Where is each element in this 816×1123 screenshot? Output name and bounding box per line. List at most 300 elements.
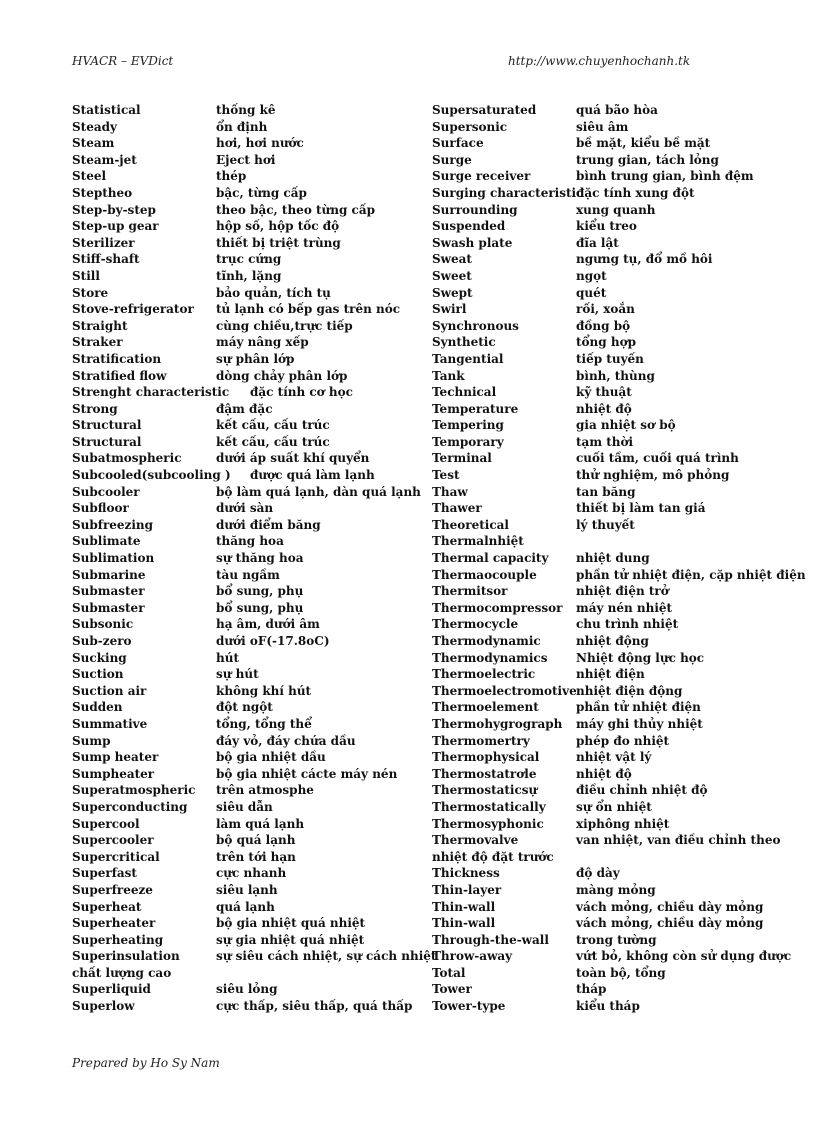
entry-definition: đặc tính cơ học <box>250 385 353 400</box>
entry-term: Supersaturated <box>432 103 537 117</box>
entry-term: Sump <box>72 733 111 748</box>
entry-definition: thiết bị triệt trùng <box>216 235 341 250</box>
entry-definition: sự phân lớp <box>216 351 295 366</box>
entry-definition: kiểu treo <box>576 219 637 234</box>
glossary-entry <box>432 135 792 152</box>
entry-definition: thăng hoa <box>216 534 284 549</box>
glossary-entry <box>72 318 422 335</box>
entry-term: Thermomertry <box>432 733 530 748</box>
entry-term: Supersonic <box>432 119 508 134</box>
entry-definition: kết cấu, cấu trúc <box>216 418 330 433</box>
entry-term: Thermoelement <box>432 700 539 715</box>
entry-term: Steady <box>72 119 117 134</box>
entry-term: Stratified flow <box>72 368 167 383</box>
entry-definition: quét <box>576 285 607 300</box>
glossary-entry <box>432 550 792 567</box>
entry-definition: tổng, tổng thể <box>216 716 312 731</box>
glossary-entry <box>72 683 422 700</box>
entry-term: Superheater <box>72 916 156 931</box>
entry-definition: ổn định <box>216 119 268 134</box>
entry-term: Supercritical <box>72 849 160 864</box>
entry-term: Structural <box>72 418 142 433</box>
glossary-entry <box>72 583 422 600</box>
entry-definition: xung quanh <box>576 202 656 217</box>
entry-definition: tàu ngầm <box>216 567 280 582</box>
entry-term: Surface <box>432 136 484 151</box>
glossary-entry <box>432 301 792 318</box>
entry-term: Tower <box>432 982 472 997</box>
glossary-right-column <box>432 102 806 1015</box>
glossary-entry <box>432 202 792 219</box>
glossary-entry <box>72 450 422 467</box>
entry-term: Thermocompressor <box>432 600 563 615</box>
entry-definition: phần tử nhiệt điện <box>576 700 701 715</box>
entry-term: Thermosyphonic <box>432 816 544 831</box>
header-url: http://www.chuyenhochanh.tk <box>508 54 691 68</box>
entry-definition: lý thuyết <box>576 517 635 532</box>
glossary-entry <box>432 666 792 683</box>
entry-term: Sweat <box>432 252 472 267</box>
glossary-entry <box>432 616 792 633</box>
glossary-entry <box>432 417 792 434</box>
entry-term: Thermohygrograph <box>432 716 563 731</box>
glossary-entry <box>72 102 422 119</box>
entry-term: Thin-wall <box>432 916 496 931</box>
glossary-entry <box>72 981 422 998</box>
glossary-entry <box>432 716 792 733</box>
entry-definition: theo bậc, theo từng cấp <box>216 202 376 217</box>
glossary-entry <box>72 334 422 351</box>
entry-definition: cực thấp, siêu thấp, quá thấp <box>216 999 413 1014</box>
entry-term: Thermoelectric <box>432 667 536 682</box>
entry-term: Sub-zero <box>72 634 132 648</box>
entry-term: Thermophysical <box>432 750 540 765</box>
entry-term: Throw-away <box>432 949 513 964</box>
entry-definition: máy nâng xếp <box>216 335 309 350</box>
entry-definition: toàn bộ, tổng <box>576 965 666 980</box>
entry-term: Store <box>72 285 109 300</box>
entry-term: Thermitsor <box>432 584 508 599</box>
entry-definition: không khí hút <box>216 683 312 698</box>
entry-definition: tổng hợp <box>576 335 636 350</box>
glossary-entry <box>72 368 422 385</box>
glossary-entry <box>432 932 792 949</box>
entry-definition: quá bão hòa <box>576 103 658 117</box>
entry-definition: trong tường <box>576 932 657 947</box>
entry-term: Sterilizer <box>72 235 135 250</box>
glossary-entry <box>432 152 792 169</box>
entry-term: Terminal <box>432 451 492 466</box>
entry-term: Tangential <box>432 351 504 366</box>
entry-term: Steam <box>72 136 115 151</box>
entry-definition: gia nhiệt sơ bộ <box>576 418 676 433</box>
glossary-entry <box>72 550 422 567</box>
entry-term: Superfast <box>72 866 137 881</box>
glossary-entry <box>72 633 422 650</box>
entry-term: Subcooler <box>72 484 140 499</box>
entry-term: Thermostaticsự <box>432 783 538 798</box>
glossary-entry <box>72 699 422 716</box>
entry-term: Thin-layer <box>432 882 502 897</box>
entry-term: Stove-refrigerator <box>72 302 194 317</box>
glossary-entry <box>432 235 792 252</box>
glossary-entry <box>72 500 422 517</box>
entry-definition: dưới oF(-17.8oC) <box>216 634 330 648</box>
entry-definition: nhiệt điện động <box>576 683 683 698</box>
entry-definition: van nhiệt, van điều chỉnh theo <box>576 833 781 848</box>
glossary-entry <box>432 251 792 268</box>
entry-definition: vứt bỏ, không còn sử dụng được <box>576 949 792 964</box>
glossary-entry <box>72 235 422 252</box>
glossary-entry <box>72 533 422 550</box>
entry-definition: sự ổn nhiệt <box>576 799 652 814</box>
glossary-entry <box>432 168 792 185</box>
entry-term: Stiff-shaft <box>72 252 140 267</box>
glossary-entry <box>72 285 422 302</box>
entry-definition: Nhiệt động lực học <box>576 650 705 665</box>
entry-term: nhiệt độ đặt trước <box>432 849 554 864</box>
entry-term: Sublimation <box>72 551 155 566</box>
glossary-entry <box>72 218 422 235</box>
glossary-left-column <box>72 102 437 1015</box>
glossary-entry <box>72 401 422 418</box>
glossary-entry <box>72 434 422 451</box>
entry-term: Straker <box>72 335 123 350</box>
entry-term: Surging characteristic <box>432 185 584 200</box>
glossary-entry <box>72 816 422 833</box>
entry-definition: chu trình nhiệt <box>576 617 679 632</box>
entry-definition: bình, thùng <box>576 368 655 383</box>
entry-term: Synchronous <box>432 318 519 333</box>
entry-definition: hơi, hơi nước <box>216 136 304 151</box>
entry-definition: nhiệt độ <box>576 401 632 416</box>
entry-term: Subcooled(subcooling ) <box>72 468 231 483</box>
glossary-entry <box>432 500 792 517</box>
glossary-entry <box>72 417 422 434</box>
glossary-entry <box>72 119 422 136</box>
entry-definition: thử nghiệm, mô phỏng <box>576 468 730 483</box>
entry-term: Structural <box>72 434 142 449</box>
entry-term: Suspended <box>432 219 506 234</box>
entry-definition: trên atmosphe <box>216 783 314 798</box>
entry-term: Thermocycle <box>432 617 519 632</box>
entry-term: Strong <box>72 401 118 416</box>
entry-definition: siêu lạnh <box>216 882 278 897</box>
entry-term: Superatmospheric <box>72 783 196 798</box>
entry-definition: độ dày <box>576 866 620 881</box>
glossary-entry <box>432 450 792 467</box>
entry-definition: sự thăng hoa <box>216 551 304 566</box>
glossary-entry <box>432 467 792 484</box>
glossary-entry <box>72 185 422 202</box>
glossary-entry <box>432 899 792 916</box>
entry-definition: Eject hơi <box>216 152 276 167</box>
entry-term: Thawer <box>432 501 482 516</box>
glossary-entry <box>72 766 422 783</box>
entry-definition: máy nén nhiệt <box>576 600 673 615</box>
entry-definition: bình trung gian, bình đệm <box>576 169 754 184</box>
glossary-entry <box>72 899 422 916</box>
glossary-entry <box>432 318 792 335</box>
entry-term: Temperature <box>432 401 519 416</box>
entry-term: Suction <box>72 667 124 682</box>
entry-definition: đậm đặc <box>216 401 273 416</box>
glossary-entry <box>72 351 422 368</box>
entry-definition: thép <box>216 169 247 184</box>
entry-term: Sucking <box>72 650 127 665</box>
glossary-entry <box>432 268 792 285</box>
entry-definition: điều chỉnh nhiệt độ <box>576 783 708 798</box>
entry-definition: dòng chảy phân lớp <box>216 368 348 383</box>
entry-definition: thiết bị làm tan giá <box>576 501 706 516</box>
entry-definition: tạm thời <box>576 434 634 449</box>
entry-term: Straight <box>72 318 128 333</box>
entry-definition: ngọt <box>576 268 607 283</box>
entry-term: Subfreezing <box>72 517 154 532</box>
entry-definition: màng mỏng <box>576 882 656 897</box>
entry-term: Thermovalve <box>432 833 519 848</box>
entry-definition: trục cứng <box>216 252 282 267</box>
entry-definition: dưới áp suất khí quyển <box>216 451 370 466</box>
glossary-entry <box>432 600 792 617</box>
entry-term: Thaw <box>432 484 468 499</box>
glossary-entry <box>432 816 792 833</box>
glossary-entry <box>72 600 422 617</box>
entry-definition: đĩa lật <box>576 235 619 250</box>
entry-definition: kết cấu, cấu trúc <box>216 434 330 449</box>
entry-definition: siêu lỏng <box>216 982 278 997</box>
entry-term: Superlow <box>72 999 135 1014</box>
glossary-entry <box>72 301 422 318</box>
glossary-entry <box>72 650 422 667</box>
entry-term: Subatmospheric <box>72 451 182 466</box>
glossary-entry <box>432 733 792 750</box>
glossary-entry <box>72 948 437 965</box>
glossary-entry <box>72 168 422 185</box>
glossary-entry <box>72 666 422 683</box>
entry-term: Suction air <box>72 683 147 698</box>
entry-term: Temporary <box>432 434 504 449</box>
glossary-entry <box>432 517 792 534</box>
entry-definition: bậc, từng cấp <box>216 185 307 200</box>
glossary-entry <box>432 185 792 202</box>
entry-term: Submaster <box>72 584 145 599</box>
entry-term: chất lượng cao <box>72 965 172 980</box>
entry-definition: nhiệt vật lý <box>576 750 652 765</box>
glossary-entry <box>72 865 422 882</box>
entry-term: Tank <box>432 368 465 383</box>
entry-definition: cực nhanh <box>216 866 287 881</box>
entry-definition: vách mỏng, chiều dày mỏng <box>576 899 764 914</box>
entry-definition: thống kê <box>216 103 276 117</box>
glossary-entry <box>432 998 792 1015</box>
entry-definition: dưới sàn <box>216 501 274 516</box>
entry-term: Stratification <box>72 351 162 366</box>
entry-term: Superconducting <box>72 799 188 814</box>
entry-definition: xiphông nhiệt <box>576 816 670 831</box>
entry-term: Thermal capacity <box>432 551 549 566</box>
entry-definition: nhiệt độ <box>576 766 632 781</box>
glossary-entry <box>432 981 792 998</box>
glossary-entry <box>432 484 792 501</box>
entry-term: Surge receiver <box>432 169 531 184</box>
glossary-entry <box>72 251 422 268</box>
entry-definition: ngưng tụ, đổ mồ hôi <box>576 252 713 267</box>
glossary-entry <box>72 965 422 982</box>
glossary-entry <box>432 965 792 982</box>
entry-definition: siêu dẫn <box>216 799 273 814</box>
glossary-entry <box>72 782 422 799</box>
entry-definition: nhiệt điện <box>576 667 645 682</box>
entry-definition: sự hút <box>216 667 259 682</box>
entry-definition: đột ngột <box>216 700 273 715</box>
entry-term: Step-up gear <box>72 219 159 234</box>
glossary-entry <box>72 202 422 219</box>
entry-definition: tháp <box>576 982 607 997</box>
entry-term: Submaster <box>72 600 145 615</box>
entry-term: Test <box>432 468 460 483</box>
entry-definition: bộ gia nhiệt dầu <box>216 750 326 765</box>
entry-term: Summative <box>72 716 148 731</box>
entry-definition: bộ làm quá lạnh, dàn quá lạnh <box>216 484 421 499</box>
entry-definition: nhiệt dung <box>576 551 650 566</box>
entry-term: Theoretical <box>432 517 509 532</box>
entry-definition: nhiệt điện trở <box>576 584 669 599</box>
entry-term: Supercool <box>72 816 140 831</box>
glossary-entry <box>72 616 422 633</box>
header-title: HVACR – EVDict <box>72 54 174 68</box>
glossary-entry <box>72 484 422 501</box>
entry-term: Sumpheater <box>72 766 155 781</box>
entry-definition: vách mỏng, chiều dày mỏng <box>576 916 764 931</box>
entry-definition: sự siêu cách nhiệt, sự cách nhiệt <box>216 949 437 964</box>
entry-definition: bổ sung, phụ <box>216 600 304 615</box>
glossary-entry <box>432 401 792 418</box>
glossary-entry <box>432 782 792 799</box>
entry-term: Tempering <box>432 418 504 433</box>
glossary-entry <box>432 218 792 235</box>
entry-term: Swept <box>432 285 473 300</box>
entry-term: Through-the-wall <box>432 932 549 947</box>
entry-definition: máy ghi thủy nhiệt <box>576 716 703 731</box>
glossary-entry <box>72 135 422 152</box>
entry-term: Steptheo <box>72 185 133 200</box>
entry-definition: phép đo nhiệt <box>576 733 670 748</box>
entry-definition: sự gia nhiệt quá nhiệt <box>216 932 365 947</box>
entry-definition: trung gian, tách lỏng <box>576 152 719 167</box>
glossary-entry <box>432 766 792 783</box>
footer-credit: Prepared by Ho Sy Nam <box>72 1056 220 1070</box>
entry-definition: tiếp tuyến <box>576 351 644 366</box>
glossary-entry <box>432 699 792 716</box>
entry-definition: bề mặt, kiểu bề mặt <box>576 136 711 151</box>
glossary-entry <box>72 384 422 401</box>
glossary-entry <box>432 749 792 766</box>
entry-term: Thermodynamics <box>432 650 548 665</box>
glossary-entry <box>72 932 422 949</box>
entry-term: Surrounding <box>432 202 518 217</box>
glossary-entry <box>432 948 792 965</box>
glossary-entry <box>432 434 792 451</box>
entry-definition: được quá làm lạnh <box>250 468 375 483</box>
entry-term: Technical <box>432 385 497 400</box>
glossary-entry <box>432 650 792 667</box>
entry-term: Steel <box>72 169 107 184</box>
entry-definition: bộ gia nhiệt cácte máy nén <box>216 766 398 781</box>
entry-term: Step-by-step <box>72 202 156 217</box>
entry-term: Sweet <box>432 268 472 283</box>
entry-definition: dưới điểm băng <box>216 517 321 532</box>
glossary-entry <box>72 998 422 1015</box>
entry-definition: cuối tầm, cuối quá trình <box>576 451 739 466</box>
entry-definition: bộ quá lạnh <box>216 833 296 848</box>
entry-definition: đặc tính xung đột <box>576 185 695 200</box>
glossary-entry <box>72 467 422 484</box>
entry-term: Tower-type <box>432 999 506 1014</box>
entry-definition: làm quá lạnh <box>216 816 305 831</box>
glossary-entry <box>72 152 422 169</box>
entry-definition: nhiệt động <box>576 634 649 648</box>
glossary-entry <box>72 915 422 932</box>
entry-term: Statistical <box>72 103 141 117</box>
glossary-entry <box>72 749 422 766</box>
entry-term: Thickness <box>432 866 500 881</box>
entry-definition: hạ âm, dưới âm <box>216 617 320 632</box>
glossary-entry <box>432 882 792 899</box>
entry-definition: kiểu tháp <box>576 999 640 1014</box>
entry-definition: quá lạnh <box>216 899 275 914</box>
entry-definition: trên tới hạn <box>216 849 296 864</box>
entry-term: Superinsulation <box>72 949 180 964</box>
entry-definition: bộ gia nhiệt quá nhiệt <box>216 916 366 931</box>
glossary-entry <box>72 567 422 584</box>
glossary-entry <box>432 334 792 351</box>
glossary-entry <box>432 865 792 882</box>
entry-term: Subfloor <box>72 501 129 516</box>
entry-term: Supercooler <box>72 833 154 848</box>
entry-term: Surge <box>432 152 472 167</box>
entry-term: Still <box>72 268 100 283</box>
entry-term: Thermoelectromotive <box>432 683 577 698</box>
entry-definition: kỹ thuật <box>576 385 632 400</box>
entry-term: Sudden <box>72 700 123 715</box>
glossary-entry <box>432 351 792 368</box>
glossary-entry <box>432 633 792 650</box>
entry-definition: tĩnh, lặng <box>216 268 282 283</box>
glossary-entry <box>432 583 792 600</box>
entry-term: Total <box>432 965 466 980</box>
entry-term: Thermalnhiệt <box>432 534 524 549</box>
glossary-entry <box>72 832 422 849</box>
glossary-entry <box>72 849 422 866</box>
glossary-entry <box>432 683 792 700</box>
glossary-entry <box>72 268 422 285</box>
glossary-entry <box>432 384 792 401</box>
glossary-entry <box>432 567 806 584</box>
entry-term: Steam-jet <box>72 152 137 167</box>
glossary-entry <box>432 102 792 119</box>
entry-term: Sump heater <box>72 750 159 765</box>
glossary-entry <box>432 849 792 866</box>
entry-definition: bảo quản, tích tụ <box>216 285 331 300</box>
entry-definition: đáy vỏ, đáy chứa dầu <box>216 733 356 748</box>
entry-term: Superheat <box>72 899 142 914</box>
glossary-entry <box>72 716 422 733</box>
glossary-entry <box>432 119 792 136</box>
entry-term: Superliquid <box>72 982 151 997</box>
glossary-entry <box>72 799 422 816</box>
entry-definition: cùng chiều,trực tiếp <box>216 318 353 333</box>
